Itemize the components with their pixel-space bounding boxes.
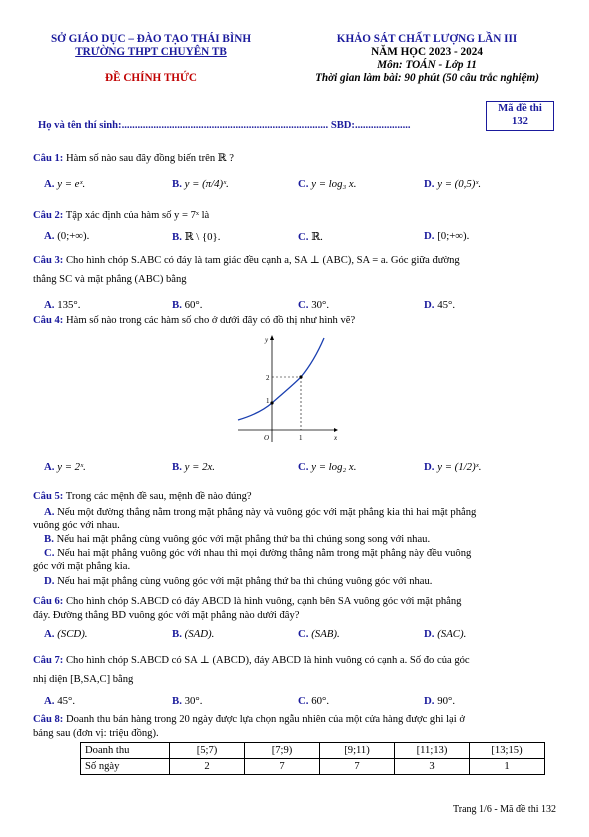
option-text: ℝ \ {0}. <box>184 231 221 243</box>
option-text: 30°. <box>311 299 330 311</box>
question-2 <box>33 209 553 223</box>
table-cell: [9;11) <box>320 743 395 759</box>
exam-title: KHẢO SÁT CHẤT LƯỢNG LẦN III <box>336 33 518 45</box>
question-8 <box>33 713 553 727</box>
option-b <box>172 628 214 640</box>
option-text: Nếu hai mặt phẳng cùng vuông góc với mặt phẳng thứ ba thì chúng vuông góc với nhau. <box>57 576 433 587</box>
option-letter: C. <box>298 461 309 473</box>
option-text: y = 2ˣ. <box>57 461 86 473</box>
table-cell: 7 <box>245 759 320 775</box>
option-c <box>298 178 356 190</box>
table-cell: Doanh thu <box>81 743 170 759</box>
x-axis-arrow <box>334 428 338 432</box>
question-text: Doanh thu bán hàng trong 20 ngày được lựa chọn ngẫu nhiên của một cửa hàng được ghi lại ở <box>65 714 465 725</box>
option-c <box>298 461 356 473</box>
option-text: Nếu một đường thẳng nằm trong mặt phẳng này và vuông góc với mặt phẳng kia thì hai mặt phẳng <box>57 507 477 518</box>
option-text: 60°. <box>184 299 203 311</box>
exam-code-value: 132 <box>512 116 528 127</box>
option-letter: C. <box>298 231 309 243</box>
y-axis-arrow <box>270 335 274 340</box>
option-a <box>44 461 86 473</box>
option-letter: D. <box>424 695 435 707</box>
table-cell: [11;13) <box>395 743 470 759</box>
option-b <box>172 695 202 707</box>
option-b <box>44 533 554 546</box>
table-cell: 2 <box>170 759 245 775</box>
option-b <box>172 230 220 243</box>
option-text: y = (π/4)ˣ. <box>184 178 229 190</box>
question-text: Cho hình chóp S.ABCD có đáy ABCD là hình vuông, cạnh bên SA vuông góc với mặt phẳng <box>65 596 462 607</box>
option-text: (SAD). <box>184 628 215 640</box>
table-cell: [5;7) <box>170 743 245 759</box>
question-label: Câu 6: <box>33 596 64 607</box>
option-letter: C. <box>298 695 309 707</box>
option-letter: B. <box>172 628 182 640</box>
tick-y2: 2 <box>266 374 270 382</box>
option-text: Nếu hai mặt phẳng cùng vuông góc với mặt phẳng thứ ba thì chúng song song với nhau. <box>56 534 431 545</box>
option-letter: D. <box>424 461 435 473</box>
option-c <box>298 695 329 707</box>
option-c <box>44 547 554 560</box>
question-text: thẳng SC và mặt phẳng (ABC) bằng <box>33 274 187 285</box>
option-b <box>172 178 229 190</box>
option-letter: C. <box>298 299 309 311</box>
option-letter: B. <box>172 178 182 190</box>
table-row <box>81 759 545 775</box>
option-text: y = (1/2)ˣ. <box>437 461 482 473</box>
option-c <box>298 299 329 311</box>
option-letter: C. <box>298 178 309 190</box>
student-info-line: Họ và tên thí sinh:.............................................................................. SBD:..................... <box>38 120 411 131</box>
option-text: 60°. <box>311 695 330 707</box>
option-letter: A. <box>44 461 55 473</box>
question-text: bảng sau (đơn vị: triệu đồng). <box>33 728 159 739</box>
option-text: Nếu hai mặt phẳng vuông góc với nhau thì mọi đường thẳng nằm trong mặt phẳng này đều vuông <box>57 548 472 559</box>
y-axis-label: y <box>265 336 269 344</box>
option-letter: D. <box>424 178 435 190</box>
option-text: 45°. <box>437 299 456 311</box>
question-3-cont <box>33 273 553 287</box>
option-letter: D. <box>424 230 435 242</box>
question-text: đáy. Đường thẳng BD vuông góc với mặt phẳng nào dưới đây? <box>33 610 300 621</box>
table-cell: 1 <box>470 759 545 775</box>
question-8-cont <box>33 727 553 741</box>
school-name: TRƯỜNG THPT CHUYÊN TB <box>75 46 227 58</box>
option-text: (0;+∞). <box>57 230 90 242</box>
table-cell: 7 <box>320 759 395 775</box>
option-text: vuông góc với nhau. <box>33 520 120 531</box>
exam-code-label: Mã đề thi <box>498 103 542 114</box>
option-b <box>172 461 215 473</box>
question-text: Tập xác định của hàm số y = 7ˣ là <box>65 210 210 221</box>
revenue-table <box>80 742 545 775</box>
school-year: NĂM HỌC 2023 - 2024 <box>371 46 483 58</box>
question-3 <box>33 254 553 268</box>
curve <box>238 338 324 420</box>
option-a-cont <box>33 519 543 532</box>
option-text: 135°. <box>57 299 81 311</box>
option-letter: C. <box>44 547 55 559</box>
official-label: ĐỀ CHÍNH THỨC <box>105 72 197 84</box>
option-letter: A. <box>44 230 55 242</box>
option-letter: B. <box>44 533 54 545</box>
tick-x1: 1 <box>299 434 303 442</box>
option-d <box>424 178 481 190</box>
option-letter: D. <box>424 628 435 640</box>
option-a <box>44 506 554 519</box>
department-name: SỞ GIÁO DỤC – ĐÀO TẠO THÁI BÌNH <box>50 33 252 45</box>
option-a <box>44 628 88 640</box>
option-letter: A. <box>44 178 55 190</box>
question-5 <box>33 490 553 504</box>
option-text: y = 2x. <box>184 461 215 473</box>
table-cell: [7;9) <box>245 743 320 759</box>
tick-y1: 1 <box>266 397 270 405</box>
question-1 <box>33 152 553 166</box>
option-letter: B. <box>172 231 182 243</box>
option-text: (SAC). <box>437 628 467 640</box>
option-letter: D. <box>44 575 55 587</box>
option-c <box>298 628 340 640</box>
option-d <box>424 230 469 242</box>
option-d <box>44 575 554 588</box>
question-text: nhị diện [B,SA,C] bằng <box>33 674 134 685</box>
table-row <box>81 743 545 759</box>
question-text: Cho hình chóp S.ABC có đáy là tam giác đều cạnh a, SA ⊥ (ABC), SA = a. Góc giữa đường <box>65 255 460 266</box>
x-axis-label: x <box>334 434 338 442</box>
option-a <box>44 230 89 242</box>
option-letter: A. <box>44 628 55 640</box>
question-7-cont <box>33 673 553 687</box>
option-b <box>172 299 202 311</box>
option-a <box>44 178 85 190</box>
option-letter: D. <box>424 299 435 311</box>
question-label: Câu 8: <box>33 714 64 725</box>
option-d <box>424 628 466 640</box>
option-letter: A. <box>44 299 55 311</box>
option-a <box>44 695 75 707</box>
option-text: [0;+∞). <box>437 230 470 242</box>
option-a <box>44 299 80 311</box>
option-d <box>424 461 481 473</box>
point-1-2 <box>299 375 302 378</box>
option-text: 90°. <box>437 695 456 707</box>
question-label: Câu 4: <box>33 315 64 326</box>
question-text: Trong các mệnh đề sau, mệnh đề nào đúng? <box>65 491 252 502</box>
option-letter: A. <box>44 695 55 707</box>
option-c-cont <box>33 560 543 573</box>
option-d <box>424 695 455 707</box>
table-cell: [13;15) <box>470 743 545 759</box>
option-d <box>424 299 455 311</box>
question-text: Cho hình chóp S.ABCD có SA ⊥ (ABCD), đáy ABCD là hình vuông có cạnh a. Số đo của góc <box>65 655 470 666</box>
duration-line: Thời gian làm bài: 90 phút (50 câu trắc nghiệm) <box>315 72 539 84</box>
option-text: y = log₂ x. <box>311 461 357 473</box>
option-text: (SCD). <box>57 628 88 640</box>
option-text: (SAB). <box>311 628 340 640</box>
option-letter: C. <box>298 628 309 640</box>
option-letter: B. <box>172 695 182 707</box>
question-label: Câu 3: <box>33 255 64 266</box>
exponential-graph <box>230 332 340 447</box>
origin-label: O <box>264 434 270 442</box>
option-text: y = eˣ. <box>57 178 86 190</box>
option-c <box>298 230 323 243</box>
question-label: Câu 7: <box>33 655 64 666</box>
subject-line: Môn: TOÁN - Lớp 11 <box>377 59 477 71</box>
question-4 <box>33 314 553 328</box>
option-letter: B. <box>172 299 182 311</box>
question-label: Câu 5: <box>33 491 64 502</box>
point-0-1 <box>270 401 273 404</box>
page-footer: Trang 1/6 - Mã đề thi 132 <box>453 804 556 815</box>
question-text: Hàm số nào sau đây đồng biến trên ℝ ? <box>65 153 234 164</box>
option-text: 45°. <box>57 695 76 707</box>
option-letter: A. <box>44 506 55 518</box>
exam-code-box <box>486 101 554 131</box>
option-text: góc với mặt phẳng kia. <box>33 561 131 572</box>
question-6-cont <box>33 609 553 623</box>
option-text: 30°. <box>184 695 203 707</box>
option-text: y = (0,5)ˣ. <box>437 178 482 190</box>
table-cell: Số ngày <box>81 759 170 775</box>
question-label: Câu 2: <box>33 210 64 221</box>
question-label: Câu 1: <box>33 153 64 164</box>
option-text: y = log₃ x. <box>311 178 357 190</box>
question-text: Hàm số nào trong các hàm số cho ở dưới đây có đồ thị như hình vẽ? <box>65 315 356 326</box>
question-7 <box>33 654 553 668</box>
question-6 <box>33 595 553 609</box>
table-cell: 3 <box>395 759 470 775</box>
option-text: ℝ. <box>311 231 323 243</box>
option-letter: B. <box>172 461 182 473</box>
